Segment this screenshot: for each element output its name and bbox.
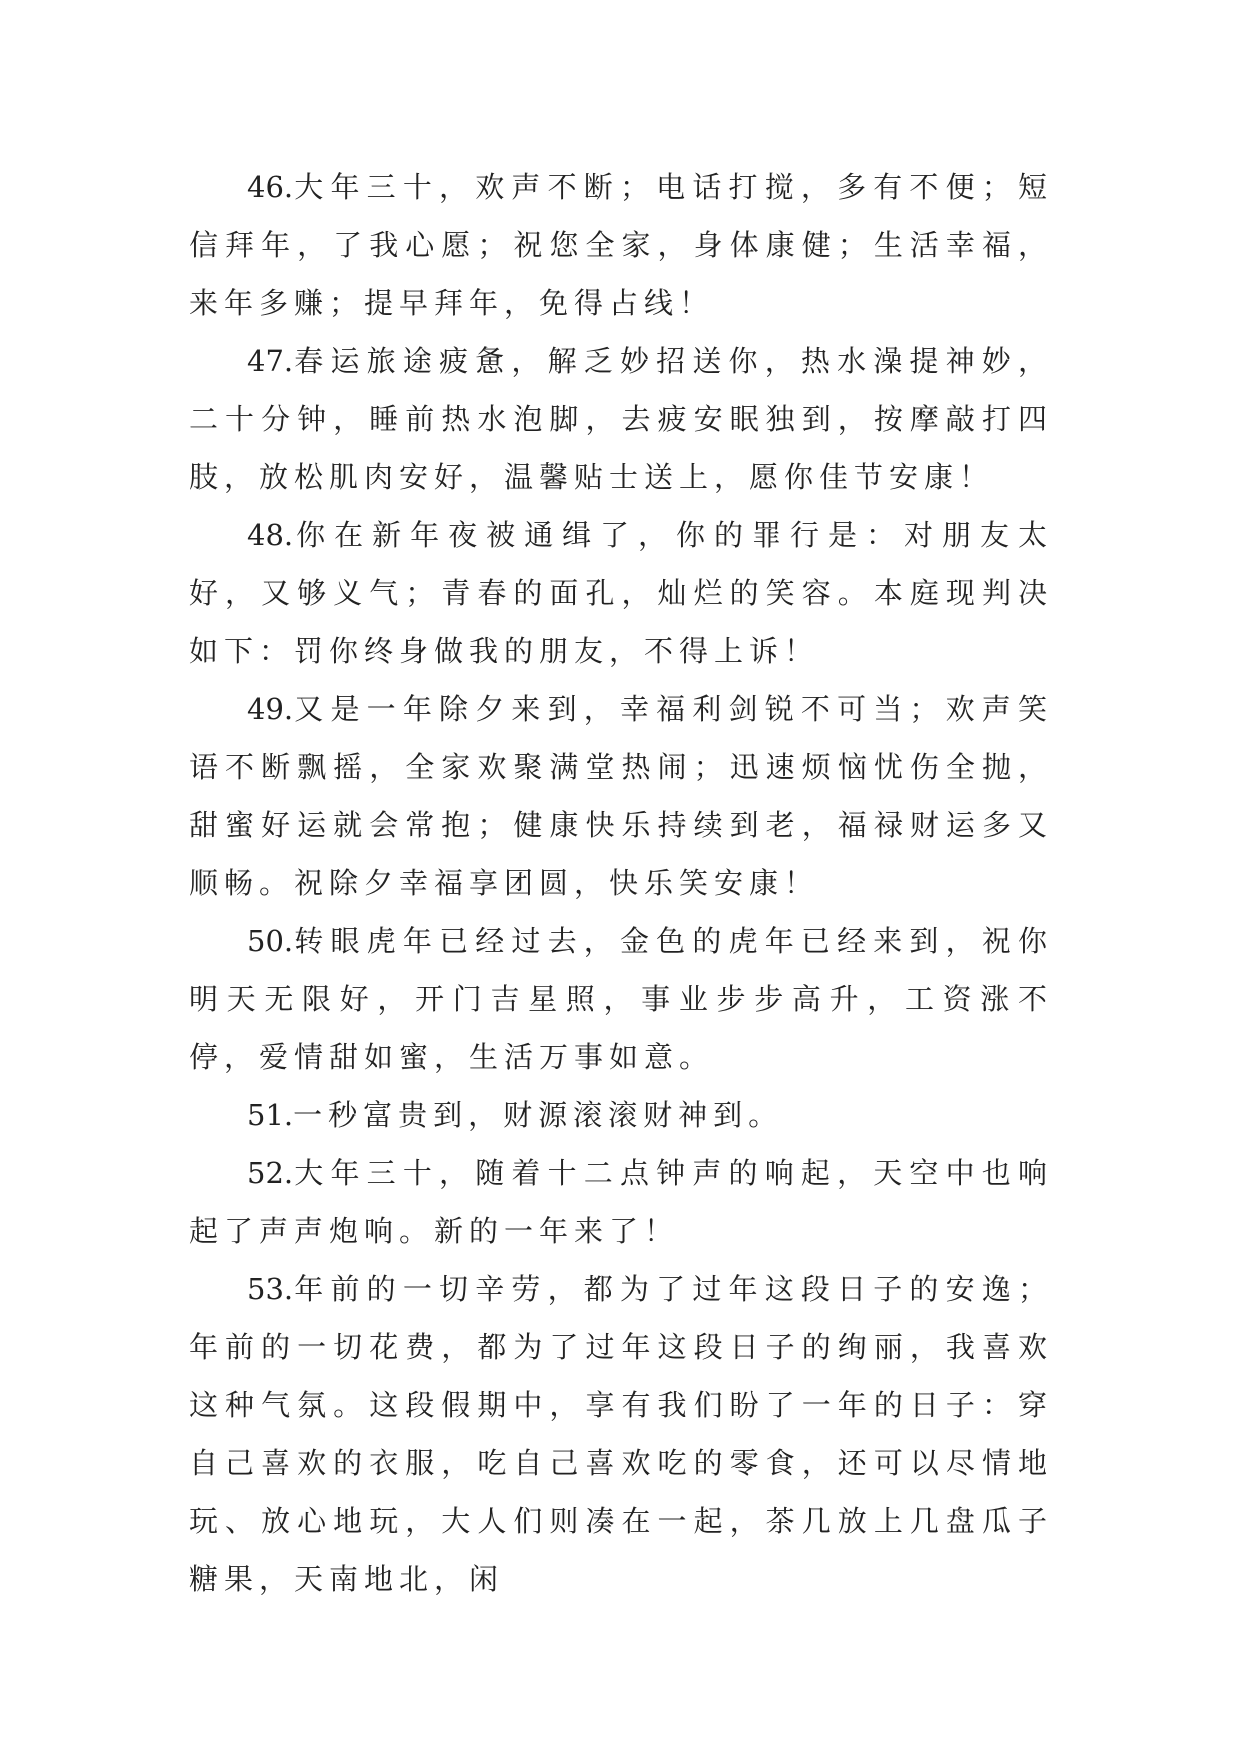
document-body [189, 158, 1053, 1608]
paragraph-48 [189, 506, 1053, 680]
paragraph-50 [189, 912, 1053, 1086]
paragraph-51 [189, 1086, 1053, 1144]
paragraph-number: 50. [247, 924, 294, 958]
paragraph-text: 年前的一切辛劳，都为了过年这段日子的安逸；年前的一切花费，都为了过年这段日子的绚丽，我喜欢这种气氛。这段假期中，享有我们盼了一年的日子：穿自己喜欢的衣服，吃自己喜欢吃的零食，还可以尽情地玩、放心地玩，大人们则凑在一起，茶几放上几盘瓜子糖果，天南地北，闲 [189, 1272, 1053, 1596]
paragraph-text: 你在新年夜被通缉了，你的罪行是：对朋友太好，又够义气；青春的面孔，灿烂的笑容。本庭现判决如下：罚你终身做我的朋友，不得上诉！ [189, 518, 1053, 668]
paragraph-number: 47. [247, 344, 294, 378]
paragraph-number: 52. [247, 1156, 294, 1190]
paragraph-number: 48. [247, 518, 294, 552]
paragraph-number: 49. [247, 692, 294, 726]
paragraph-47 [189, 332, 1053, 506]
paragraph-text: 一秒富贵到，财源滚滚财神到。 [293, 1098, 784, 1132]
paragraph-46 [189, 158, 1053, 332]
paragraph-52 [189, 1144, 1053, 1260]
paragraph-number: 51. [247, 1098, 294, 1132]
paragraph-53 [189, 1260, 1053, 1608]
paragraph-text: 转眼虎年已经过去，金色的虎年已经来到，祝你明天无限好，开门吉星照，事业步步高升，工资涨不停，爱情甜如蜜，生活万事如意。 [189, 924, 1053, 1074]
paragraph-text: 大年三十，欢声不断；电话打搅，多有不便；短信拜年，了我心愿；祝您全家，身体康健；生活幸福，来年多赚；提早拜年，免得占线！ [189, 170, 1053, 320]
paragraph-number: 46. [247, 170, 294, 204]
paragraph-49 [189, 680, 1053, 912]
paragraph-text: 大年三十，随着十二点钟声的响起，天空中也响起了声声炮响。新的一年来了！ [189, 1156, 1053, 1248]
paragraph-text: 又是一年除夕来到，幸福利剑锐不可当；欢声笑语不断飘摇，全家欢聚满堂热闹；迅速烦恼忧伤全抛，甜蜜好运就会常抱；健康快乐持续到老，福禄财运多又顺畅。祝除夕幸福享团圆，快乐笑安康！ [189, 692, 1053, 900]
paragraph-text: 春运旅途疲惫，解乏妙招送你，热水澡提神妙，二十分钟，睡前热水泡脚，去疲安眠独到，按摩敲打四肢，放松肌肉安好，温馨贴士送上，愿你佳节安康！ [189, 344, 1053, 494]
paragraph-number: 53. [247, 1272, 294, 1306]
